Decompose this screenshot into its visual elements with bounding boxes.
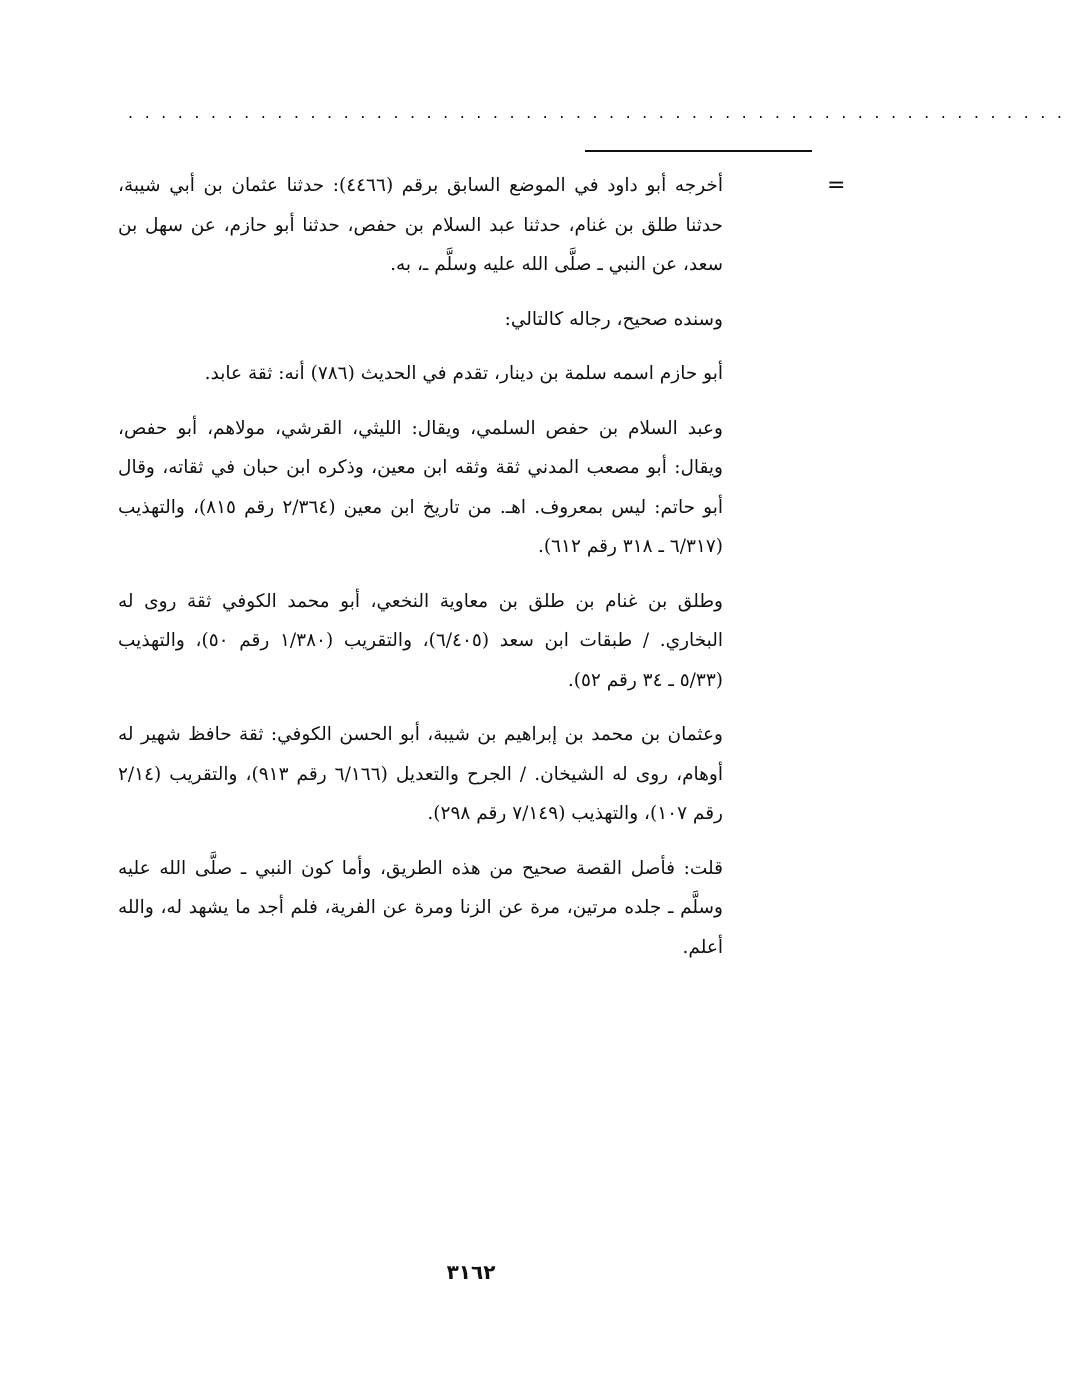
- page-number: ٣١٦٢: [446, 1260, 496, 1284]
- paragraph-conclusion: قلت: فأصل القصة صحيح من هذه الطريق، وأما كون النبي ـ صلَّى الله عليه وسلَّم ـ جلده مرتين، مرة عن الزنا ومرة عن الفرية، فلم أجد ما يشهد له، والله أعلم.: [118, 857, 723, 958]
- paragraph-isnad-summary: وسنده صحيح، رجاله كالتالي:: [504, 308, 723, 330]
- footnote-rule: [585, 150, 812, 152]
- footnote-body: [118, 166, 723, 982]
- dotted-separator: .........................................................: [128, 103, 1073, 122]
- paragraph-uthman: وعثمان بن محمد بن إبراهيم بن شيبة، أبو الحسن الكوفي: ثقة حافظ شهير له أوهام، روى له الشيخان. / الجرح والتعديل (٦/١٦٦ رقم ٩١٣)، والتقريب (٢/١٤ رقم ١٠٧)، والتهذيب (٧/١٤٩ رقم ٢٩٨).: [118, 724, 723, 824]
- continuation-mark: =: [827, 173, 846, 198]
- paragraph-abd-al-salam: وعبد السلام بن حفص السلمي، ويقال: الليثي، القرشي، مولاهم، أبو حفص، ويقال: أبو مصعب المدني ثقة وثقه ابن معين، وذكره ابن حبان في ثقاته، وقال أبو حاتم: ليس بمعروف. اهـ. من تاريخ ابن معين (٢/٣٦٤ رقم ٨١٥)، والتهذيب (٦/٣١٧ ـ ٣١٨ رقم ٦١٢).: [118, 417, 723, 557]
- paragraph-takhrij: أخرجه أبو داود في الموضع السابق برقم (٤٤٦٦): حدثنا عثمان بن أبي شيبة، حدثنا طلق بن غنام، حدثنا عبد السلام بن حفص، حدثنا أبو حازم، عن سهل بن سعد، عن النبي ـ صلَّى الله عليه وسلَّم ـ، به.: [118, 175, 723, 275]
- paragraph-abu-hazim: أبو حازم اسمه سلمة بن دينار، تقدم في الحديث (٧٨٦) أنه: ثقة عابد.: [204, 363, 723, 384]
- paragraph-talq: وطلق بن غنام بن طلق بن معاوية النخعي، أبو محمد الكوفي ثقة روى له البخاري. / طبقات ابن سعد (٦/٤٠٥)، والتقريب (١/٣٨٠ رقم ٥٠)، والتهذيب (٥/٣٣ ـ ٣٤ رقم ٥٢).: [118, 590, 723, 691]
